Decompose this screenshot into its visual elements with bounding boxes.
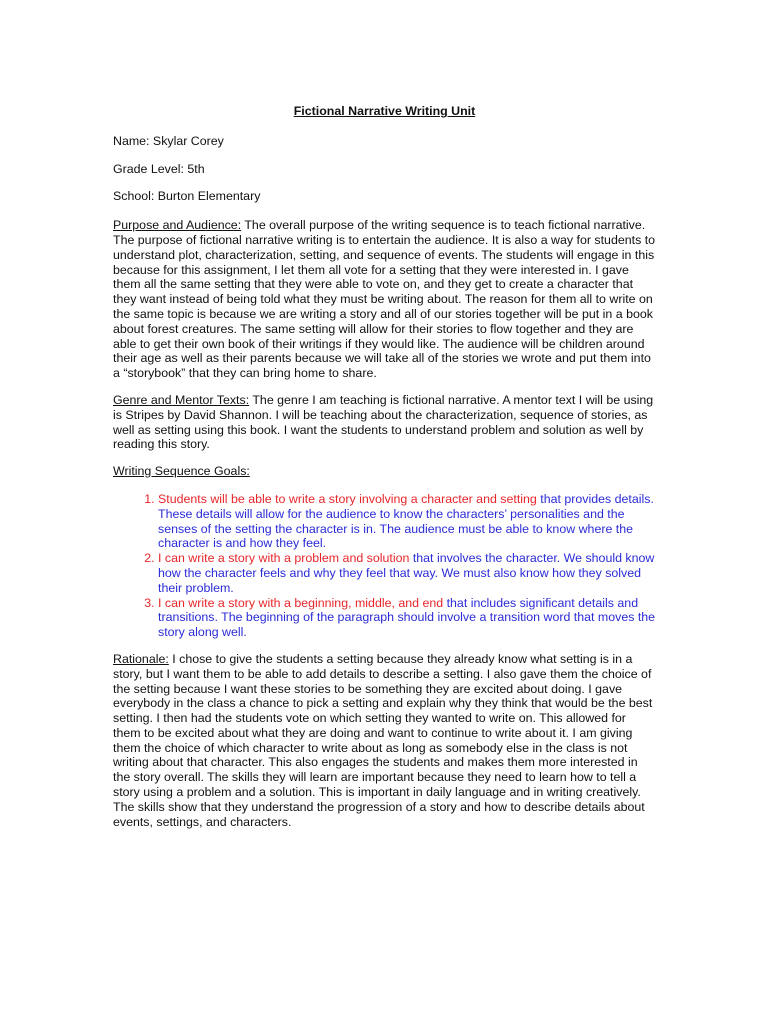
document-title: Fictional Narrative Writing Unit [293, 104, 476, 118]
goals-list [113, 492, 656, 640]
purpose-paragraph [113, 218, 656, 381]
goal-2-statement: I can write a story with a problem and solution [158, 551, 410, 566]
goal-item-3 [158, 596, 656, 640]
school-name: School: Burton Elementary [113, 189, 261, 204]
goal-3-detail: that includes significant details and transitions. The beginning of the paragraph should involve a transition word that moves the story along well. [158, 595, 656, 640]
goal-1-statement: Students will be able to write a story involving a character and setting [158, 491, 537, 506]
rationale-text: I chose to give the students a setting because they already know what setting is in a story, but I want them to be able to add details to describe a setting. I also gave them the choice of the setting because I want these stories to be something they are excited about doing. I gave everybody in the class a chance to pick a setting and explain why they think that would be the best setting. I then had the students vote on which setting they wanted to write on. This allowed for them to be excited about what they are doing and want to continue to write about it. I am giving them the choice of which character to write about as long as somebody else in the class is not writing about that character. This also engages the students and makes them more interested in the story overall. The skills they will learn are important because they need to learn how to tell a story using a problem and a solution. This is important in daily language and in writing creatively. The skills show that they understand the progression of a story and how to describe details about events, settings, and characters. [113, 651, 653, 829]
document-page [113, 104, 656, 841]
rationale-paragraph [113, 652, 656, 830]
goals-heading: Writing Sequence Goals: [113, 464, 250, 479]
goal-1-detail: that provides details. These details will allow for the audience to know the characters’ personalities and the senses of the setting the character is in. The audience must be able to know where the character is and how they feel. [158, 491, 654, 551]
rationale-heading: Rationale: [113, 651, 169, 666]
goal-item-1 [158, 492, 656, 551]
goal-item-2 [158, 551, 656, 595]
goal-3-statement: I can write a story with a beginning, middle, and end [158, 595, 444, 610]
goal-2-detail: that involves the character. We should know how the character feels and why they feel that way. We must also know how they solved their problem. [158, 551, 655, 595]
author-name: Name: Skylar Corey [113, 133, 224, 148]
purpose-heading: Purpose and Audience: [113, 218, 242, 233]
purpose-text: The overall purpose of the writing sequence is to teach fictional narrative. The purpose of fictional narrative writing is to entertain the audience. It is also a way for students to understand plot, characterization, setting, and sequence of events. The students will engage in this because for this assignment, I let them all vote for a setting that they were interested in. I gave them all the same setting that they were able to vote on, and they get to create a character that they want instead of being told what they must be writing about. The reason for them all to write on the same topic is because we are writing a story and all of our stories together will be put in a book about forest creatures. The same setting will allow for their stories to flow together and they are able to get their own book of their writings if they would like. The audience will be children around their age as well as their parents because we will take all of the stories we wrote and put them into a “storybook” that they can bring home to share. [113, 218, 656, 381]
genre-heading: Genre and Mentor Texts: [113, 392, 250, 407]
grade-level: Grade Level: 5th [113, 161, 205, 176]
genre-paragraph [113, 393, 656, 452]
genre-text: The genre I am teaching is fictional narrative. A mentor text I will be using is Stripes by David Shannon. I will be teaching about the characterization, sequence of stories, as well as setting using this book. I want the students to understand problem and solution as well by reading this story. [113, 392, 654, 452]
